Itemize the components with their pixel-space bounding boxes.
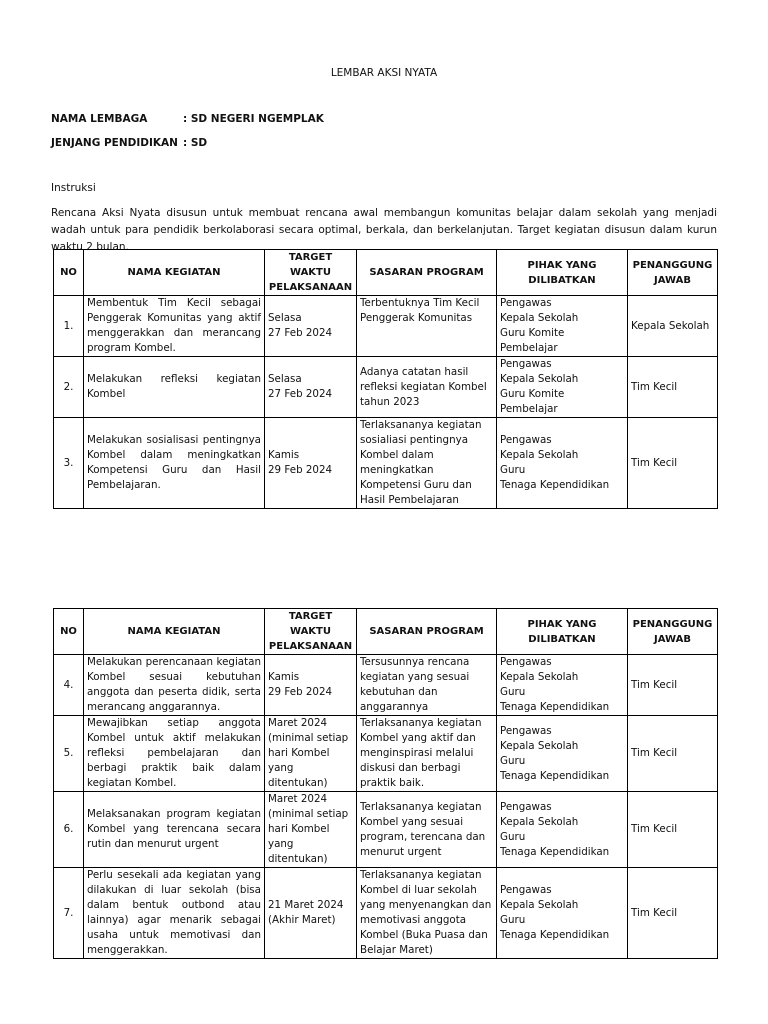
header-pihak-dilibatkan: PIHAK YANG DILIBATKAN [497, 609, 628, 655]
pihak-line: Guru [500, 686, 526, 698]
table-row [54, 716, 718, 792]
target-line: Selasa [268, 312, 302, 324]
header-target-waktu: TARGET WAKTU PELAKSANAAN [265, 609, 357, 655]
cell-no: 6. [54, 792, 84, 868]
cell-target [265, 655, 357, 716]
table-row [54, 655, 718, 716]
table-row [54, 418, 718, 509]
cell-target [265, 418, 357, 509]
target-line: (minimal setiap hari Kombel yang ditentukan) [268, 732, 349, 789]
document-title: LEMBAR AKSI NYATA [330, 67, 438, 79]
instructions-body: Rencana Aksi Nyata disusun untuk membuat rencana awal membangun komunitas belajar dalam sekolah yang menjadi wadah untuk para pendidik berkolaborasi secara optimal, berkala, dan berkelanjutan. Target kegiatan disusun dalam kurun waktu 2 bulan. [51, 207, 717, 253]
meta-value: : SD NEGERI NGEMPLAK [183, 113, 324, 125]
cell-sasaran: Terlaksananya kegiatan Kombel yang sesuai program, terencana dan menurut urgent [357, 792, 497, 868]
header-sasaran-program: SASARAN PROGRAM [357, 250, 497, 296]
table-row [54, 792, 718, 868]
cell-pihak [497, 357, 628, 418]
target-line: Selasa [268, 373, 302, 385]
target-line: Maret 2024 [268, 717, 328, 729]
cell-kegiatan: Perlu sesekali ada kegiatan yang dilakukan di luar sekolah (bisa dalam bentuk outbond atau lainnya) agar menarik sebagai usaha untuk memotivasi dan menggerakkan. [84, 868, 265, 959]
target-line: 27 Feb 2024 [268, 327, 333, 339]
table-row [54, 868, 718, 959]
pihak-line: Guru Komite Pembelajar [500, 388, 565, 415]
pihak-line: Pengawas [500, 297, 552, 309]
pihak-line: Tenaga Kependidikan [500, 929, 610, 941]
pihak-line: Kepala Sekolah [500, 671, 579, 683]
meta-jenjang-pendidikan [51, 137, 207, 149]
pihak-line: Guru [500, 754, 526, 767]
cell-kegiatan: Mewajibkan setiap anggota Kombel untuk aktif melakukan refleksi pembelajaran dan berbagi praktik baik dalam kegiatan Kombel. [84, 716, 265, 792]
target-line: 27 Feb 2024 [268, 388, 333, 400]
pihak-line: Tenaga Kependidikan [500, 479, 610, 491]
cell-sasaran: Terlaksananya kegiatan sosialiasi pentingnya Kombel dalam meningkatkan Kompetensi Guru dan Hasil Pembelajaran [357, 418, 497, 509]
cell-no: 7. [54, 868, 84, 959]
meta-value: : SD [183, 137, 208, 149]
action-plan-table-1 [53, 249, 718, 509]
cell-penanggung-jawab: Kepala Sekolah [628, 296, 718, 357]
pihak-line: Pengawas [500, 724, 552, 737]
target-line: 21 Maret 2024 [268, 899, 344, 911]
meta-label: JENJANG PENDIDIKAN [51, 137, 178, 149]
target-line: Maret 2024 [268, 793, 328, 805]
header-no: NO [54, 250, 84, 296]
header-nama-kegiatan: NAMA KEGIATAN [84, 250, 265, 296]
table-header-row [54, 609, 718, 655]
cell-sasaran: Terlaksananya kegiatan Kombel yang aktif dan menginspirasi melalui diskusi dan berbagi praktik baik. [357, 716, 497, 792]
pihak-line: Pengawas [500, 656, 552, 668]
pihak-line: Tenaga Kependidikan [500, 701, 610, 713]
pihak-line: Kepala Sekolah [500, 815, 579, 828]
cell-pihak [497, 296, 628, 357]
cell-kegiatan: Membentuk Tim Kecil sebagai Penggerak Komunitas yang aktif menggerakkan dan merancang program Kombel. [84, 296, 265, 357]
cell-no: 2. [54, 357, 84, 418]
pihak-line: Kepala Sekolah [500, 312, 579, 324]
header-sasaran-program: SASARAN PROGRAM [357, 609, 497, 655]
header-penanggung-jawab: PENANGGUNG JAWAB [628, 609, 718, 655]
cell-penanggung-jawab: Tim Kecil [628, 792, 718, 868]
cell-kegiatan: Melakukan refleksi kegiatan Kombel [84, 357, 265, 418]
cell-target [265, 792, 357, 868]
cell-target [265, 296, 357, 357]
pihak-line: Guru [500, 464, 526, 476]
pihak-line: Tenaga Kependidikan [500, 769, 610, 782]
cell-pihak [497, 655, 628, 716]
cell-no: 5. [54, 716, 84, 792]
header-nama-kegiatan: NAMA KEGIATAN [84, 609, 265, 655]
pihak-line: Tenaga Kependidikan [500, 845, 610, 858]
cell-pihak [497, 418, 628, 509]
cell-sasaran: Tersusunnya rencana kegiatan yang sesuai kebutuhan dan anggarannya [357, 655, 497, 716]
cell-target [265, 716, 357, 792]
table-header-row [54, 250, 718, 296]
target-line: (Akhir Maret) [268, 914, 336, 926]
pihak-line: Kepala Sekolah [500, 373, 579, 385]
pihak-line: Pengawas [500, 800, 552, 813]
pihak-line: Guru [500, 830, 526, 843]
cell-sasaran: Adanya catatan hasil refleksi kegiatan Kombel tahun 2023 [357, 357, 497, 418]
pihak-line: Pengawas [500, 434, 552, 446]
target-line: 29 Feb 2024 [268, 686, 333, 698]
pihak-line: Guru Komite Pembelajar [500, 327, 565, 354]
cell-sasaran: Terbentuknya Tim Kecil Penggerak Komunitas [357, 296, 497, 357]
cell-pihak [497, 868, 628, 959]
instructions-heading: Instruksi [51, 182, 96, 194]
pihak-line: Kepala Sekolah [500, 899, 579, 911]
cell-penanggung-jawab: Tim Kecil [628, 357, 718, 418]
header-target-waktu: TARGET WAKTU PELAKSANAAN [265, 250, 357, 296]
table-row [54, 357, 718, 418]
cell-kegiatan: Melaksanakan program kegiatan Kombel yang terencana secara rutin dan menurut urgent [84, 792, 265, 868]
pihak-line: Pengawas [500, 358, 552, 370]
cell-penanggung-jawab: Tim Kecil [628, 868, 718, 959]
pihak-line: Kepala Sekolah [500, 739, 579, 752]
cell-pihak [497, 716, 628, 792]
target-line: 29 Feb 2024 [268, 464, 333, 476]
meta-nama-lembaga [51, 113, 324, 125]
target-line: Kamis [268, 449, 300, 461]
pihak-line: Pengawas [500, 884, 552, 896]
cell-no: 3. [54, 418, 84, 509]
action-plan-table-2 [53, 608, 718, 959]
pihak-line: Kepala Sekolah [500, 449, 579, 461]
cell-target [265, 357, 357, 418]
meta-label: NAMA LEMBAGA [51, 113, 148, 125]
header-pihak-dilibatkan: PIHAK YANG DILIBATKAN [497, 250, 628, 296]
cell-kegiatan: Melakukan sosialisasi pentingnya Kombel dalam meningkatkan Kompetensi Guru dan Hasil Pembelajaran. [84, 418, 265, 509]
cell-penanggung-jawab: Tim Kecil [628, 716, 718, 792]
cell-penanggung-jawab: Tim Kecil [628, 418, 718, 509]
cell-target [265, 868, 357, 959]
header-no: NO [54, 609, 84, 655]
target-line: Kamis [268, 671, 300, 683]
cell-sasaran: Terlaksananya kegiatan Kombel di luar sekolah yang menyenangkan dan memotivasi anggota Kombel (Buka Puasa dan Belajar Maret) [357, 868, 497, 959]
header-penanggung-jawab: PENANGGUNG JAWAB [628, 250, 718, 296]
cell-kegiatan: Melakukan perencanaan kegiatan Kombel sesuai kebutuhan anggota dan peserta didik, serta merancang anggarannya. [84, 655, 265, 716]
cell-no: 4. [54, 655, 84, 716]
target-line: (minimal setiap hari Kombel yang ditentukan) [268, 808, 349, 865]
cell-penanggung-jawab: Tim Kecil [628, 655, 718, 716]
cell-no: 1. [54, 296, 84, 357]
cell-pihak [497, 792, 628, 868]
table-row [54, 296, 718, 357]
pihak-line: Guru [500, 914, 526, 926]
